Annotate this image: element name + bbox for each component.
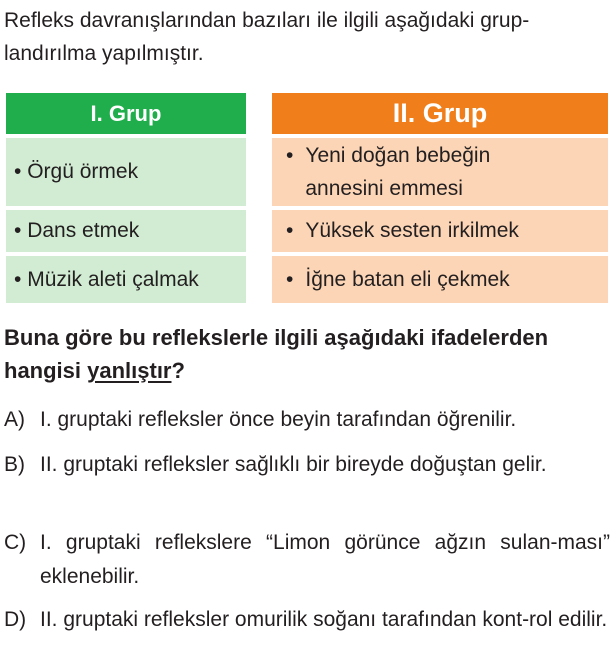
group-2-header: II. Grup	[272, 93, 608, 134]
intro-text	[4, 4, 610, 70]
group-1-item	[6, 256, 246, 303]
group-1-table	[6, 93, 246, 303]
option-d[interactable]	[4, 603, 610, 637]
group-1-item-text: Örgü örmek	[27, 160, 139, 183]
bullet: •	[286, 267, 294, 291]
bullet: •	[286, 144, 294, 167]
group-2-table	[272, 93, 608, 303]
option-b[interactable]	[4, 448, 610, 482]
question-part-2: ?	[171, 358, 185, 383]
option-text: II. gruptaki refleksler sağlıklı bir bireyde doğuştan gelir.	[40, 453, 547, 476]
option-letter: C)	[4, 531, 27, 554]
group-1-item-text: Dans etmek	[27, 219, 140, 242]
bullet: •	[14, 267, 22, 291]
option-c[interactable]	[4, 526, 610, 594]
group-2-item-line-1: Yeni doğan bebeğin	[305, 144, 491, 167]
group-2-item	[272, 138, 608, 206]
question-underlined-word: yanlıştır	[87, 358, 172, 383]
bullet: •	[286, 219, 294, 242]
group-1-header: I. Grup	[6, 93, 246, 134]
option-a[interactable]	[4, 403, 610, 437]
group-2-item	[272, 210, 608, 252]
intro-line-2: landırılma yapılmıştır.	[4, 42, 204, 65]
option-text: I. gruptaki refleksler önce beyin tarafından öğrenilir.	[40, 408, 517, 431]
group-2-item-line-2: annesini emmesi	[305, 177, 463, 200]
group-2-item-text: Yüksek sesten irkilmek	[305, 219, 519, 242]
question-part-1: Buna göre bu reflekslerle ilgili aşağıdaki ifadelerden hangisi	[4, 325, 549, 383]
option-letter: B)	[4, 453, 25, 476]
bullet: •	[14, 160, 22, 183]
option-text: II. gruptaki refleksler omurilik soğanı tarafından kont-rol edilir.	[40, 608, 608, 631]
option-letter: A)	[4, 408, 25, 431]
group-1-item	[6, 138, 246, 206]
option-letter: D)	[4, 608, 27, 631]
group-1-item	[6, 210, 246, 252]
question-text	[4, 321, 612, 387]
group-2-item	[272, 256, 608, 303]
bullet: •	[14, 219, 22, 242]
intro-line-1: Refleks davranışlarından bazıları ile ilgili aşağıdaki grup-	[4, 9, 530, 32]
option-text: I. gruptaki reflekslere “Limon görünce ağzın sulan-ması” eklenebilir.	[40, 531, 610, 588]
group-1-item-text: Müzik aleti çalmak	[27, 267, 199, 291]
group-2-item-text: İğne batan eli çekmek	[305, 267, 510, 291]
group-2-item-text	[293, 139, 490, 205]
